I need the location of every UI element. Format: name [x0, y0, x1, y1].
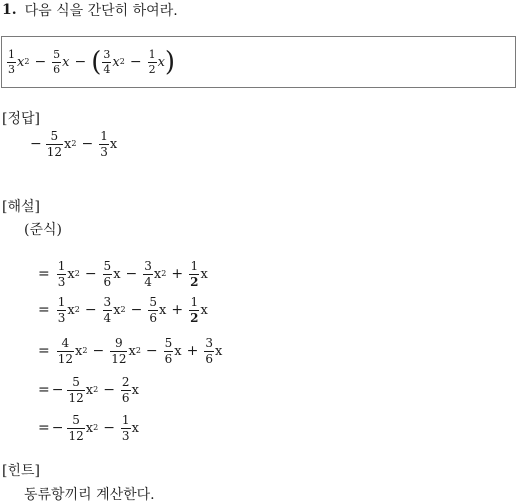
fraction: $\frac{3}{6}$: [205, 336, 213, 366]
explanation-line-4: = − $\frac{5}{12}$ x 2 − $\frac{2}{6}$ x: [38, 375, 139, 405]
fraction: $\frac{1}{3}$: [57, 295, 66, 325]
fraction: $\frac{5}{12}$: [68, 413, 84, 443]
fraction: $\frac{1}{2}$: [148, 48, 156, 76]
question-number: 1.: [2, 2, 17, 18]
fraction: $\frac{1}{3}$: [57, 259, 66, 289]
fraction: $\frac{5}{12}$: [68, 375, 84, 405]
explanation-label: [해설]: [2, 199, 40, 215]
fraction: $\frac{1}{2}$: [190, 295, 199, 325]
fraction: $\frac{5}{6}$: [103, 259, 112, 289]
fraction: $\frac{4}{12}$: [57, 336, 74, 366]
fraction: $\frac{5}{6}$: [149, 295, 157, 325]
fraction: $\frac{9}{12}$: [111, 336, 127, 366]
answer-expression: − $\frac{5}{12}$ x 2 − $\frac{1}{3}$ x: [30, 129, 118, 159]
fraction: $\frac{5}{6}$: [53, 48, 61, 76]
fraction: $\frac{3}{4}$: [103, 295, 112, 325]
fraction: $\frac{1}{2}$: [190, 259, 199, 289]
explanation-line-5: = − $\frac{5}{12}$ x 2 − $\frac{1}{3}$ x: [38, 413, 139, 443]
question-prompt: 다음 식을 간단히 하여라.: [24, 3, 178, 19]
fraction: $\frac{3}{4}$: [103, 48, 111, 76]
hint-label: [힌트]: [2, 463, 40, 479]
fraction: $\frac{2}{6}$: [121, 375, 130, 405]
fraction: $\frac{5}{12}$: [46, 129, 63, 159]
fraction: $\frac{1}{3}$: [100, 129, 108, 159]
explanation-line-2: = $\frac{1}{3}$ x 2 − $\frac{3}{4}$ x 2 − $\frac{5}{6}$ x + $\frac{1}{2}$ x: [38, 295, 208, 325]
explanation-method: (준식): [24, 222, 62, 238]
problem-expression: $\frac{1}{3}$ x 2 − $\frac{5}{6}$ x − ( $\frac{3}{4}$ x 2 − $\frac{1}{2}$ x ): [8, 46, 176, 78]
fraction: $\frac{1}{3}$: [8, 48, 15, 76]
question-header: [2, 0, 178, 20]
fraction: $\frac{5}{6}$: [164, 336, 173, 366]
fraction: $\frac{1}{3}$: [121, 413, 130, 443]
explanation-line-3: = $\frac{4}{12}$ x 2 − $\frac{9}{12}$ x 2 − $\frac{5}{6}$ x + $\frac{3}{6}$ x: [38, 336, 223, 366]
answer-label: [정답]: [2, 111, 40, 127]
hint-text: 동류항끼리 계산한다.: [24, 487, 155, 503]
fraction: $\frac{3}{4}$: [144, 259, 152, 289]
explanation-line-1: = $\frac{1}{3}$ x 2 − $\frac{5}{6}$ x − $\frac{3}{4}$ x 2 + $\frac{1}{2}$ x: [38, 259, 208, 289]
